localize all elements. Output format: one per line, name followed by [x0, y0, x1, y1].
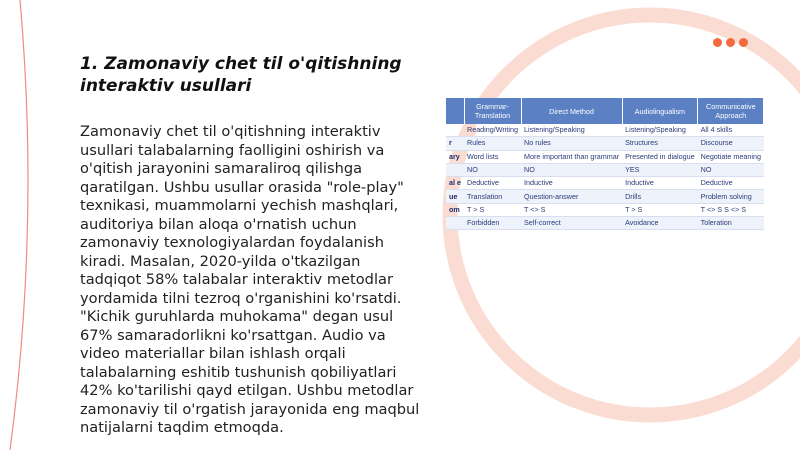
table-row-label: ue	[446, 190, 464, 203]
table-row-label	[446, 163, 464, 176]
table-cell: Inductive	[521, 177, 622, 190]
table-header-cell: Direct Method	[521, 98, 622, 124]
table-cell: Inductive	[622, 177, 698, 190]
slide-title: 1. Zamonaviy chet til o'qitishning interaktiv usullari	[80, 54, 402, 96]
table-header-row	[446, 98, 764, 124]
table-cell: Deductive	[464, 177, 521, 190]
table-cell: NO	[464, 163, 521, 176]
table-cell: Avoidance	[622, 217, 698, 230]
table-cell: No rules	[521, 137, 622, 150]
dot-icon	[713, 38, 722, 47]
table-cell: Question-answer	[521, 190, 622, 203]
table-cell: Translation	[464, 190, 521, 203]
table-row	[446, 217, 764, 230]
table-cell: More important than grammar	[521, 150, 622, 163]
table-row-label: ary	[446, 150, 464, 163]
table-cell: T <> S S <> S	[698, 203, 764, 216]
table-cell: Toleration	[698, 217, 764, 230]
table-row	[446, 203, 764, 216]
methods-comparison-table-image	[449, 98, 761, 254]
table-row	[446, 163, 764, 176]
table-cell: Negotiate meaning	[698, 150, 764, 163]
table-cell: Word lists	[464, 150, 521, 163]
table-row-label: om	[446, 203, 464, 216]
table-header-cell: Audiolingualism	[622, 98, 698, 124]
table-cell: T > S	[464, 203, 521, 216]
table-cell: All 4 skills	[698, 124, 764, 137]
table-row	[446, 177, 764, 190]
table-cell: Problem solving	[698, 190, 764, 203]
table-row	[446, 124, 764, 137]
accent-dots	[713, 38, 748, 47]
table-cell: Drills	[622, 190, 698, 203]
table-cell: Deductive	[698, 177, 764, 190]
table-cell: T > S	[622, 203, 698, 216]
table-row-label	[446, 124, 464, 137]
table-cell: YES	[622, 163, 698, 176]
table-cell: Rules	[464, 137, 521, 150]
table-row-label: r	[446, 137, 464, 150]
table-cell: Discourse	[698, 137, 764, 150]
table-row	[446, 137, 764, 150]
table-cell: NO	[698, 163, 764, 176]
table-row	[446, 190, 764, 203]
table-cell: T <> S	[521, 203, 622, 216]
slide-body-text: Zamonaviy chet til o'qitishning interaktiv usullari talabalarning faolligini oshirish va o'qitish jarayonini samaraliroq qilishga qaratilgan. Ushbu usullar orasida "role-play" texnikasi, muammolarni yechish mashqlari, auditoriya bilan aloqa o'rnatish uchun zamonaviy texnologiyalardan foydalanish kiradi. Masalan, 2020-yilda o'tkazilgan tadqiqot 58% talabalar interaktiv metodlar yordamida tilni tezroq o'rganishini ko'rsatdi. "Kichik guruhlarda muhokama" degan usul 67% samaradorlikni ko'rsattgan. Audio va video materiallar bilan ishlash orqali talabalarning eshitib tushunish qobiliyatlari 42% ko'tarilishi qayd etilgan. Ushbu metodlar zamonaviy til o'rgatish jarayonida eng maqbul natijalarni taqdim etmoqda.	[80, 123, 420, 436]
table-cell: Forbidden	[464, 217, 521, 230]
table-row	[446, 150, 764, 163]
thin-arc-line	[10, 0, 28, 450]
table-row-label: al e	[446, 177, 464, 190]
table-cell: Presented in dialogue	[622, 150, 698, 163]
table-cell: NO	[521, 163, 622, 176]
table-header-cell: Communicative Approach	[698, 98, 764, 124]
table-cell: Listening/Speaking	[622, 124, 698, 137]
table-row-label	[446, 217, 464, 230]
table-cell: Self-correct	[521, 217, 622, 230]
table-header-cell	[446, 98, 464, 124]
table-cell: Structures	[622, 137, 698, 150]
table-cell: Reading/Writing	[464, 124, 521, 137]
table-header-cell: Grammar-Translation	[464, 98, 521, 124]
table-cell: Listening/Speaking	[521, 124, 622, 137]
dot-icon	[726, 38, 735, 47]
methods-comparison-table	[446, 98, 764, 230]
dot-icon	[739, 38, 748, 47]
